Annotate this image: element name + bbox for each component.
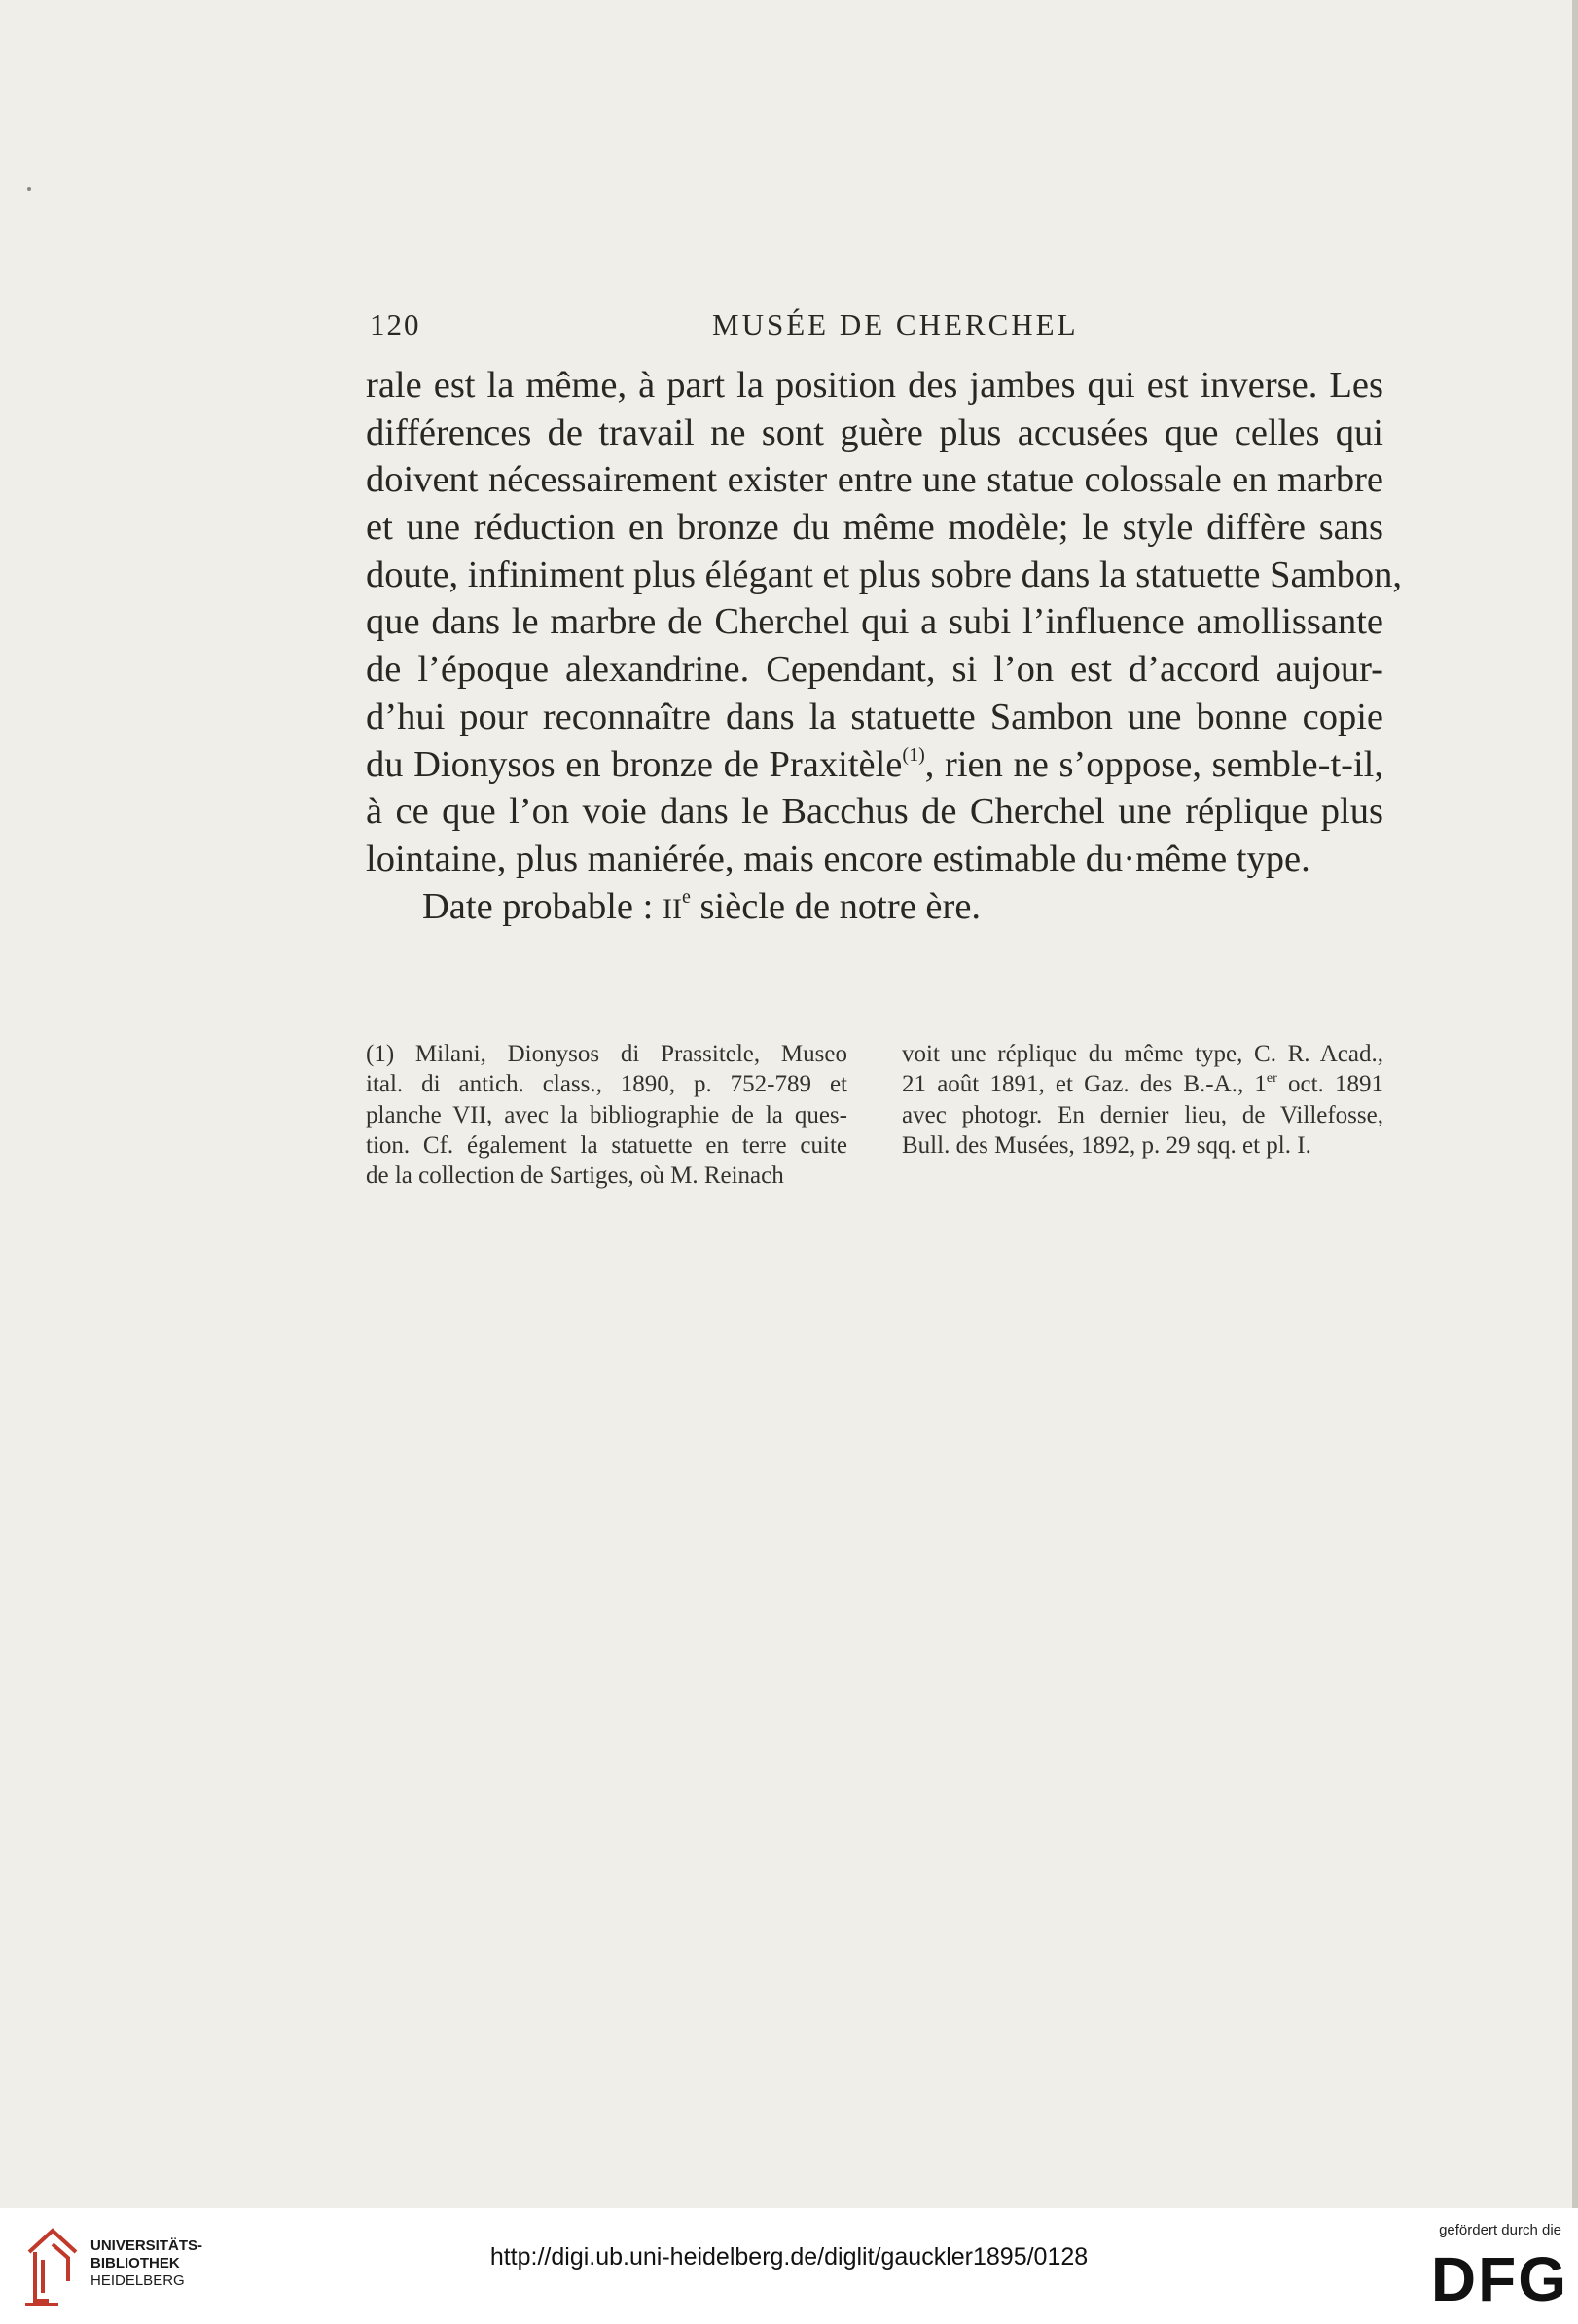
text-line: d’hui pour reconnaître dans la statuette Sambon une bonne copie: [366, 696, 1383, 737]
footnote-line: planche VII, avec la bibliographie de la ques-: [366, 1101, 847, 1128]
text-line: à ce que l’on voie dans le Bacchus de Cherchel une réplique plus: [366, 791, 1383, 833]
text-line: de l’époque alexandrine. Cependant, si l’on est d’accord aujour-: [366, 649, 1383, 691]
footnote-line: voit une réplique du même type, C. R. Acad.,: [902, 1041, 1383, 1067]
footnote-line: ital. di antich. class., 1890, p. 752-789 et: [366, 1071, 847, 1098]
text-line: et une réduction en bronze du même modèle; le style diffère sans: [366, 507, 1383, 549]
library-name-line: UNIVERSITÄTS-: [90, 2237, 203, 2254]
century-suffix: e: [681, 885, 691, 908]
running-title: MUSÉE DE CHERCHEL: [712, 307, 1079, 341]
text-line: doute, infiniment plus élégant et plus sobre dans la statuette Sambon,: [366, 554, 1402, 595]
date-rest: siècle de notre ère.: [699, 885, 982, 927]
text-line: que dans le marbre de Cherchel qui a subi l’influence amollissante: [366, 601, 1383, 643]
text-line: lointaine, plus maniérée, mais encore estimable du·même type.: [366, 838, 1310, 879]
library-name-line: HEIDELBERG: [90, 2272, 185, 2289]
text-line: doivent nécessairement exister entre une statue colossale en marbre: [366, 459, 1383, 501]
ordinal-suffix: er: [1266, 1071, 1277, 1087]
text-line: différences de travail ne sont guère plus accusées que celles qui: [366, 411, 1383, 453]
text-line: rale est la même, à part la position des jambes qui est inverse. Les: [366, 365, 1383, 406]
funded-by-label: gefördert durch die: [1439, 2222, 1561, 2238]
date-label: Date probable :: [422, 885, 654, 927]
footnote-column-right: [902, 1039, 1383, 1161]
century-numeral: II: [662, 892, 682, 925]
footnote-line: de la collection de Sartiges, où M. Reinach: [366, 1162, 784, 1190]
text-segment: , rien ne s’oppose, semble-t-il,: [924, 743, 1383, 785]
dust-speck: [27, 187, 31, 191]
running-head: [370, 307, 1391, 346]
dfg-logo: DFG: [1430, 2244, 1568, 2314]
footnote-line: (1) Milani, Dionysos di Prassitele, Museo: [366, 1041, 847, 1067]
text-segment: oct. 1891: [1276, 1071, 1383, 1098]
page-number: 120: [370, 307, 421, 341]
text-line: [366, 741, 1383, 789]
footnote-line: [902, 1069, 1383, 1099]
library-name-line: BIBLIOTHEK: [90, 2255, 180, 2271]
footnote-line: avec photogr. En dernier lieu, de Villefosse,: [902, 1101, 1383, 1128]
page-edge: [1572, 0, 1578, 2208]
date-line: [366, 883, 1383, 931]
footnote-column-left: [366, 1039, 847, 1191]
text-segment: du Dionysos en bronze de Praxitèle: [366, 743, 903, 785]
text-segment: 21 août 1891, et Gaz. des B.-A., 1: [902, 1071, 1267, 1098]
permalink-url[interactable]: http://digi.ub.uni-heidelberg.de/diglit/gauckler1895/0128: [489, 2243, 1089, 2270]
body-text: [366, 362, 1402, 930]
footnote-reference[interactable]: (1): [902, 743, 925, 766]
footnote-line: tion. Cf. également la statuette en terre cuite: [366, 1131, 847, 1159]
footnote-line: Bull. des Musées, 1892, p. 29 sqq. et pl. I.: [902, 1131, 1311, 1159]
